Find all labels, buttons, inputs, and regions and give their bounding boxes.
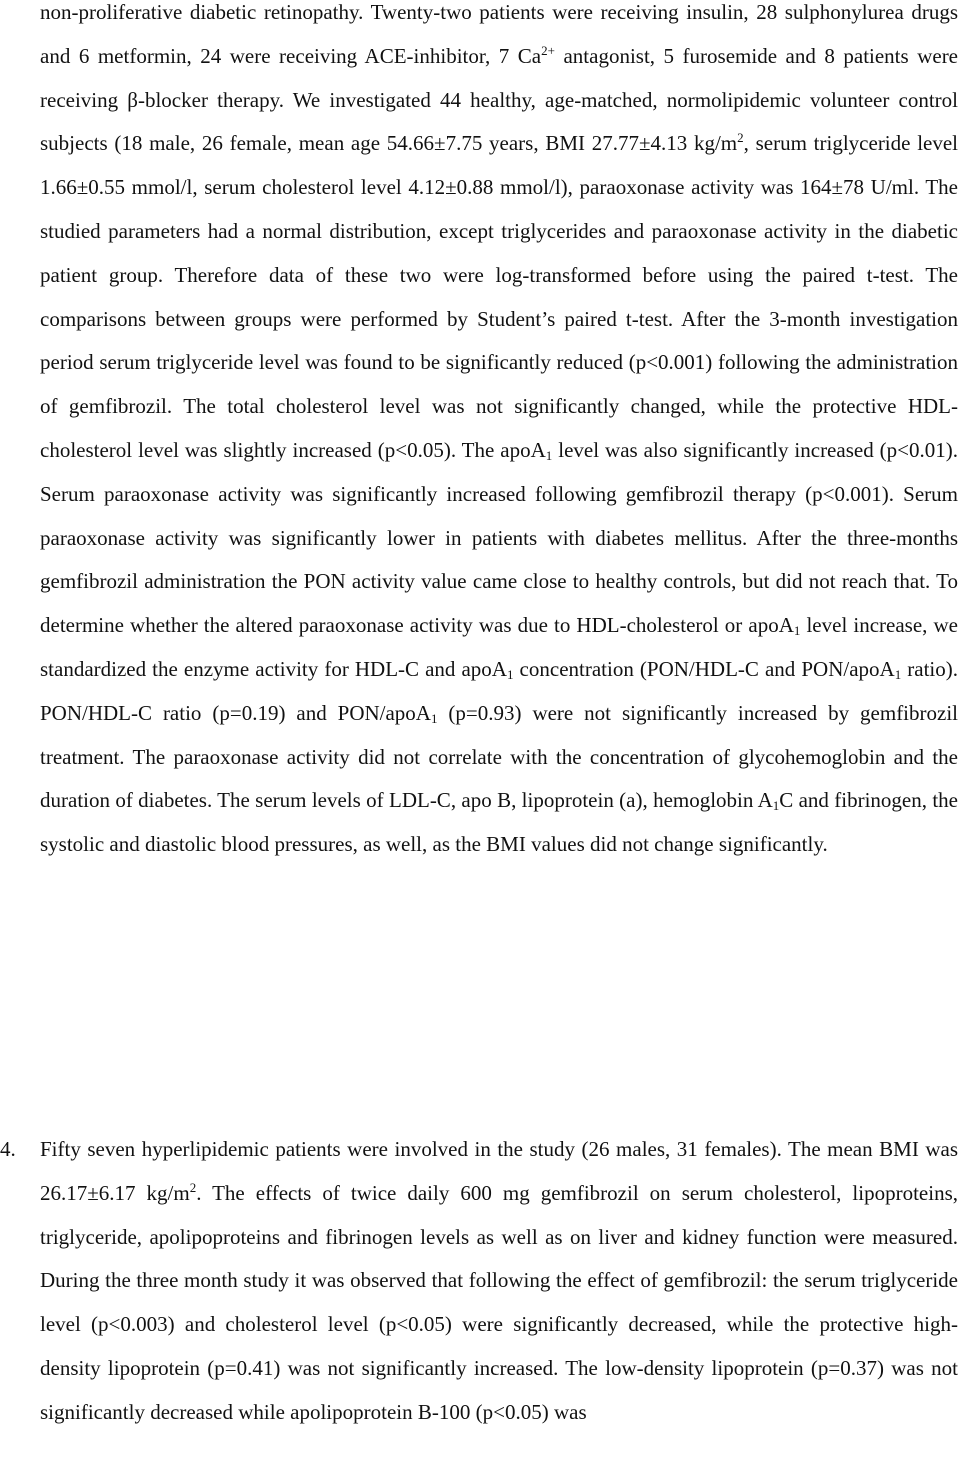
text-segment: ratio). PON/HDL-C ratio (p=0.19) and PON/apoA: [40, 656, 958, 725]
subscript: 1: [772, 798, 780, 814]
superscript: 2+: [541, 42, 555, 58]
text-segment: . The effects of twice daily 600 mg gemfibrozil on serum cholesterol, lipoproteins, triglyceride, apolipoproteins and fibrinogen levels as well as on liver and kidney function were measured. During the three month study it was observed that following the effect of gemfibrozil: the serum triglyceride level (p<0.003) and cholesterol level (p<0.05) were significantly decreased, while the protective high-density lipoprotein (p=0.41) was not significantly increased. The low-density lipoprotein (p=0.37) was not significantly decreased while apolipoprotein B-100 (p<0.05) was: [40, 1180, 958, 1424]
subscript: 1: [545, 447, 553, 463]
text-segment: antagonist, 5 furosemide and 8 patients were receiving β-blocker therapy. We investigated 44 healthy, age-matched, normolipidemic volunteer control subjects (18 male, 26 female, mean age 54.66±7.75 years, BMI 27.77±4.13 kg/m: [40, 43, 959, 156]
text-segment: C and fibrinogen, the systolic and diastolic blood pressures, as well, as the BMI values did not change significantly.: [40, 788, 958, 857]
paragraph-hyperlipidemic-study: [40, 1128, 958, 1435]
text-segment: , serum triglyceride level 1.66±0.55 mmol/l, serum cholesterol level 4.12±0.88 mmol/l), paraoxonase activity was 164±78 U/ml. The studied parameters had a normal distribution, except triglycerides and paraoxonase activity in the diabetic patient group. Therefore data of these two were log-transformed before using the paired t-test. The comparisons between groups were performed by Student’s paired t-test. After the 3-month investigation period serum triglyceride level was found to be significantly reduced (p<0.001) following the administration of gemfibrozil. The total cholesterol level was not significantly changed, while the protective HDL-cholesterol level was slightly increased (p<0.05). The apoA: [40, 131, 959, 462]
text-segment: Fifty seven hyperlipidemic patients were involved in the study (26 males, 31 females). The mean BMI was 26.17±6.17 kg/m: [40, 1137, 958, 1205]
superscript: 2: [189, 1179, 197, 1195]
text-segment: level increase, we standardized the enzyme activity for HDL-C and apoA: [40, 613, 958, 681]
text-segment: level was also significantly increased (p<0.01). Serum paraoxonase activity was significantly increased following gemfibrozil therapy (p<0.001). Serum paraoxonase activity was significantly lower in patients with diabetes mellitus. After the three-months gemfibrozil administration the PON activity value came close to healthy controls, but did not reach that. To determine whether the altered paraoxonase activity was due to HDL-cholesterol or apoA: [40, 437, 958, 638]
text-segment: non-proliferative diabetic retinopathy. Twenty-two patients were receiving insulin, 28 sulphonylurea drugs and 6 metformin, 24 were receiving ACE-inhibitor, 7 Ca: [40, 0, 958, 68]
superscript: 2: [737, 130, 744, 146]
list-item-number: 4.: [0, 1137, 16, 1161]
subscript: 1: [430, 710, 438, 726]
paragraph-results-diabetic-study: [40, 0, 958, 867]
text-segment: (p=0.93) were not significantly increased by gemfibrozil treatment. The paraoxonase activity did not correlate with the concentration of glycohemoglobin and the duration of diabetes. The serum levels of LDL-C, apo B, lipoprotein (a), hemoglobin A: [40, 700, 958, 813]
subscript: 1: [894, 666, 902, 682]
text-segment: concentration (PON/HDL-C and PON/apoA: [513, 656, 895, 681]
subscript: 1: [793, 623, 801, 639]
subscript: 1: [506, 666, 514, 682]
